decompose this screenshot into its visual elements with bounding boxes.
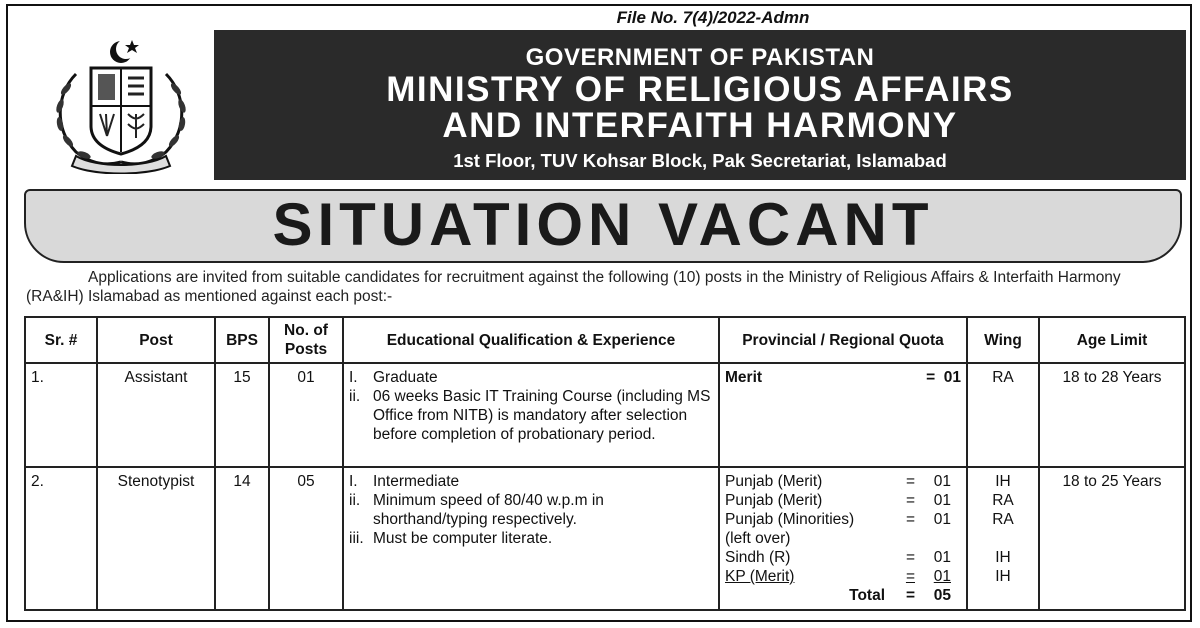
file-number: File No. 7(4)/2022-Admn (616, 8, 810, 27)
header-quota: Provincial / Regional Quota (719, 317, 967, 363)
total-value: 05 (933, 587, 951, 604)
quota-value: 01 (943, 369, 961, 386)
cell-post: Assistant (97, 363, 215, 467)
quota-eq: = (905, 492, 915, 509)
item-text: 06 weeks Basic IT Training Course (including MS Office from NITB) is mandatory after selection before completion of probationary period. (373, 388, 711, 443)
item-text: Graduate (373, 369, 438, 386)
quota-value: 01 (933, 511, 951, 528)
item-number: ii. (349, 388, 361, 405)
header-post: Post (97, 317, 215, 363)
qualification-item (349, 387, 713, 444)
quota-eq: = (926, 369, 936, 386)
quota-eq: = (905, 473, 915, 490)
quota-value: 01 (933, 473, 951, 490)
cell-quota (719, 363, 967, 467)
qualification-item (349, 491, 713, 529)
header-no-of-posts: No. of Posts (269, 317, 343, 363)
header-bps: BPS (215, 317, 269, 363)
wing-value: RA (992, 511, 1014, 528)
quota-eq: = (905, 549, 915, 566)
cell-age: 18 to 28 Years (1039, 363, 1185, 467)
quota-eq: = (905, 511, 915, 528)
quota-label: Punjab (Minorities) (725, 511, 855, 528)
quota-label: Sindh (R) (725, 549, 791, 566)
ministry-name-line2: AND INTERFAITH HARMONY (442, 106, 958, 145)
wing-value (973, 529, 1033, 548)
quota-line (725, 491, 961, 510)
ministry-address: 1st Floor, TUV Kohsar Block, Pak Secretariat, Islamabad (453, 150, 947, 171)
wing-value: IH (995, 473, 1011, 490)
quota-line (725, 548, 961, 567)
cell-wing: RA (967, 363, 1039, 467)
wing-value: IH (995, 568, 1011, 585)
cell-sr: 2. (25, 467, 97, 610)
intro-paragraph: Applications are invited from suitable candidates for recruitment against the following (10) posts in the Ministry of Religious Affairs & Interfaith Harmony (RA&IH) Islamabad as mentioned against each post:- (26, 269, 1121, 305)
page-title: SITUATION VACANT (272, 191, 934, 258)
ministry-name-line1: MINISTRY OF RELIGIOUS AFFAIRS (386, 70, 1014, 109)
header-qualification: Educational Qualification & Experience (343, 317, 719, 363)
quota-label: KP (Merit) (725, 568, 795, 585)
quota-line (725, 567, 961, 586)
wing-value: RA (992, 492, 1014, 509)
header-wing: Wing (967, 317, 1039, 363)
header-sr: Sr. # (25, 317, 97, 363)
quota-label: Punjab (Merit) (725, 473, 823, 490)
wing-value: IH (995, 549, 1011, 566)
cell-qualification (343, 467, 719, 610)
quota-line (725, 529, 961, 548)
qualification-item (349, 472, 713, 491)
quota-line (725, 510, 961, 529)
item-text: Must be computer literate. (373, 530, 553, 547)
quota-label: Punjab (Merit) (725, 492, 823, 509)
cell-posts: 05 (269, 467, 343, 610)
quota-value: 01 (933, 568, 951, 585)
quota-value: 01 (933, 492, 951, 509)
advertisement (6, 4, 1192, 622)
cell-sr: 1. (25, 363, 97, 467)
item-number: I. (349, 473, 358, 490)
cell-age: 18 to 25 Years (1039, 467, 1185, 610)
header-age-limit: Age Limit (1039, 317, 1185, 363)
cell-qualification (343, 363, 719, 467)
table-row (25, 363, 1185, 467)
quota-total (725, 586, 961, 605)
total-label: Total (849, 587, 885, 604)
cell-post: Stenotypist (97, 467, 215, 610)
total-eq: = (905, 587, 915, 604)
cell-wing (967, 467, 1039, 610)
item-number: ii. (349, 492, 361, 509)
quota-label: (left over) (725, 530, 791, 547)
item-number: iii. (349, 530, 364, 547)
vacancy-table (24, 316, 1186, 611)
cell-bps: 15 (215, 363, 269, 467)
cell-posts: 01 (269, 363, 343, 467)
government-title: GOVERNMENT OF PAKISTAN (525, 44, 875, 71)
qualification-item (349, 368, 713, 387)
item-text: Minimum speed of 80/40 w.p.m in shorthand/typing respectively. (373, 492, 604, 528)
table-header-row (25, 317, 1185, 363)
table-row (25, 467, 1185, 610)
quota-value: 01 (933, 549, 951, 566)
quota-eq: = (905, 568, 915, 585)
state-emblem-icon (36, 34, 206, 174)
item-number: I. (349, 369, 358, 386)
cell-bps: 14 (215, 467, 269, 610)
item-text: Intermediate (373, 473, 460, 490)
ministry-header (214, 30, 1186, 180)
quota-line (725, 472, 961, 491)
quota-label: Merit (725, 369, 763, 386)
cell-quota (719, 467, 967, 610)
qualification-item (349, 529, 713, 548)
title-banner (24, 189, 1182, 263)
